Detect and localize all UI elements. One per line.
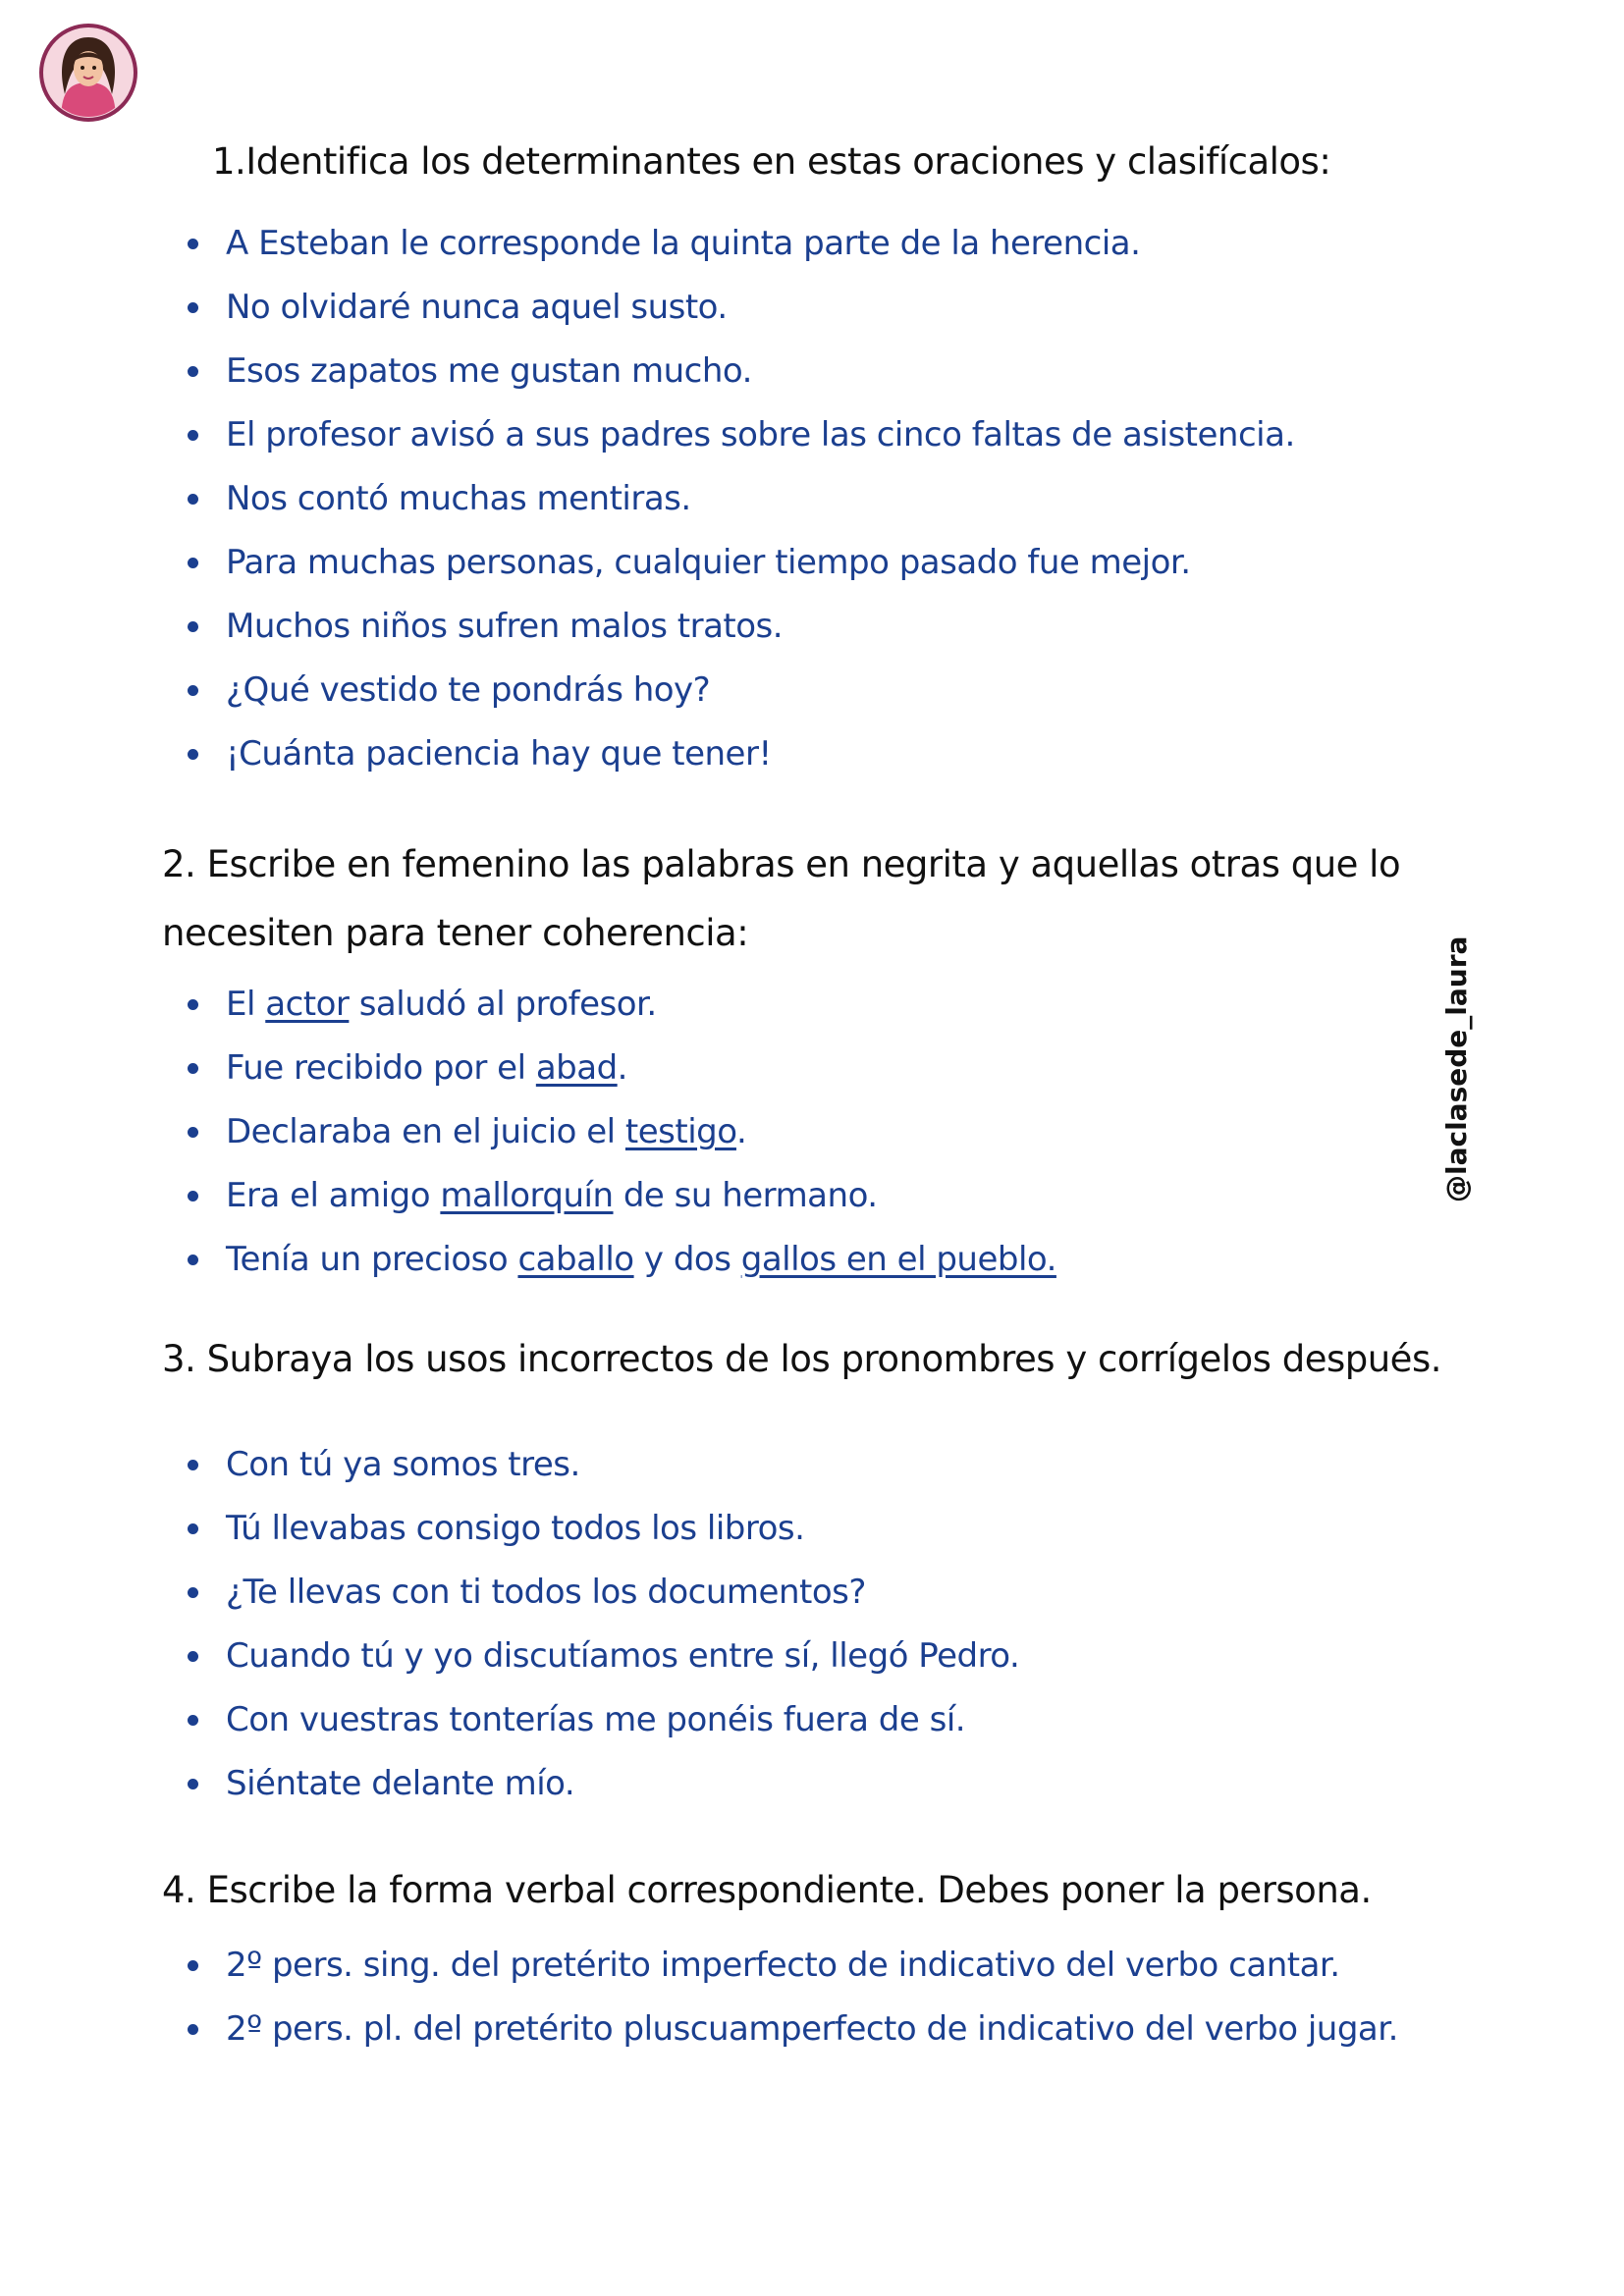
bullet-icon — [188, 1460, 198, 1470]
bullet-icon — [188, 558, 198, 568]
bullet-icon — [188, 1255, 198, 1265]
list-item: Tú llevabas consigo todos los libros. — [0, 1497, 1019, 1561]
list-item: 2º pers. pl. del pretérito pluscuamperfecto de indicativo del verbo jugar. — [0, 1998, 1398, 2061]
list-item: Nos contó muchas mentiras. — [0, 467, 1295, 531]
bullet-icon — [188, 1127, 198, 1138]
teacher-avatar-logo — [39, 24, 137, 122]
bullet-icon — [188, 239, 198, 249]
bullet-icon — [188, 1715, 198, 1726]
list-item: Esos zapatos me gustan mucho. — [0, 340, 1295, 403]
bullet-icon — [188, 1191, 198, 1201]
bullet-icon — [188, 302, 198, 313]
bullet-icon — [188, 430, 198, 441]
bullet-icon — [188, 1651, 198, 1662]
list-item: Con vuestras tonterías me ponéis fuera de sí. — [0, 1688, 1019, 1752]
author-watermark: @laclasede_laura — [1440, 935, 1473, 1202]
bullet-icon — [188, 749, 198, 760]
list-item: Declaraba en el juicio el testigo. — [0, 1100, 1056, 1164]
bullet-icon — [188, 1587, 198, 1598]
exercise-2-list — [0, 973, 1056, 1292]
list-item: Siéntate delante mío. — [0, 1752, 1019, 1816]
list-item: No olvidaré nunca aquel susto. — [0, 276, 1295, 340]
bullet-icon — [188, 1960, 198, 1971]
bullet-icon — [188, 999, 198, 1010]
bullet-icon — [188, 685, 198, 696]
list-item: Fue recibido por el abad. — [0, 1037, 1056, 1100]
list-item: Cuando tú y yo discutíamos entre sí, llegó Pedro. — [0, 1625, 1019, 1688]
bullet-icon — [188, 2024, 198, 2035]
list-item: Tenía un precioso caballo y dos gallos en el pueblo. — [0, 1228, 1056, 1292]
bullet-icon — [188, 1523, 198, 1534]
exercise-1-list — [0, 212, 1295, 786]
exercise-4-list — [0, 1934, 1398, 2061]
exercise-1-heading: 1.Identifica los determinantes en estas oraciones y clasifícalos: — [212, 140, 1331, 183]
bullet-icon — [188, 1063, 198, 1074]
list-item: ¡Cuánta paciencia hay que tener! — [0, 722, 1295, 786]
list-item: 2º pers. sing. del pretérito imperfecto de indicativo del verbo cantar. — [0, 1934, 1398, 1998]
exercise-3-heading: 3. Subraya los usos incorrectos de los pronombres y corrígelos después. — [162, 1338, 1441, 1380]
exercise-3-list — [0, 1433, 1019, 1816]
bullet-icon — [188, 1779, 198, 1789]
list-item: El profesor avisó a sus padres sobre las cinco faltas de asistencia. — [0, 403, 1295, 467]
bullet-icon — [188, 621, 198, 632]
bullet-icon — [188, 494, 198, 505]
list-item: Muchos niños sufren malos tratos. — [0, 595, 1295, 659]
exercise-4-heading: 4. Escribe la forma verbal correspondiente. Debes poner la persona. — [162, 1869, 1372, 1911]
list-item: El actor saludó al profesor. — [0, 973, 1056, 1037]
list-item: ¿Qué vestido te pondrás hoy? — [0, 659, 1295, 722]
bullet-icon — [188, 366, 198, 377]
exercise-2-heading: 2. Escribe en femenino las palabras en negrita y aquellas otras que lo necesiten para tener coherencia: — [162, 843, 1401, 954]
list-item: A Esteban le corresponde la quinta parte de la herencia. — [0, 212, 1295, 276]
list-item: Era el amigo mallorquín de su hermano. — [0, 1164, 1056, 1228]
list-item: ¿Te llevas con ti todos los documentos? — [0, 1561, 1019, 1625]
list-item: Para muchas personas, cualquier tiempo pasado fue mejor. — [0, 531, 1295, 595]
list-item: Con tú ya somos tres. — [0, 1433, 1019, 1497]
